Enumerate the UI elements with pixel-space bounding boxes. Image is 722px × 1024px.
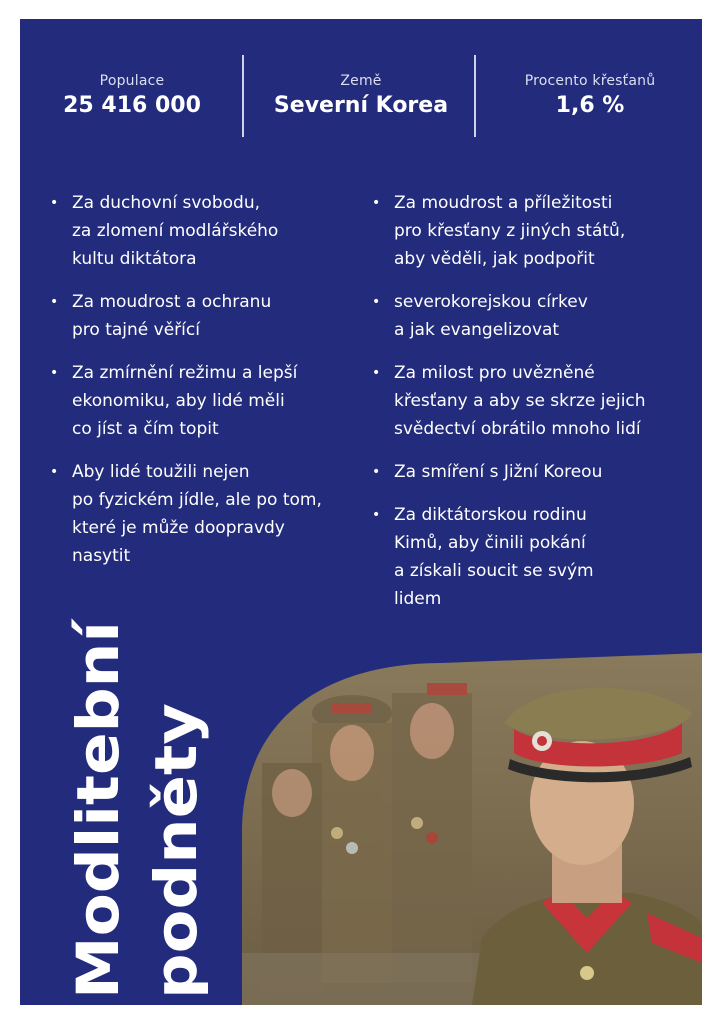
stat-country-value: Severní Korea <box>273 93 449 118</box>
list-item-text: • Za diktátorskou rodinu Kimů, aby činili pokání a získali soucit se svým lidem <box>394 505 594 609</box>
title-line-2: podněty <box>142 729 210 999</box>
prayer-list-right <box>372 189 697 628</box>
list-item-text: • Za milost pro uvězněné křesťany a aby se skrze jejich svědectví obrátilo mnoho lidí <box>394 363 646 439</box>
list-item <box>50 288 350 344</box>
list-item-text: • Za duchovní svobodu, za zlomení modlářského kultu diktátora <box>72 193 279 269</box>
stat-christians-value: 1,6 % <box>555 93 625 118</box>
vertical-title <box>60 609 260 999</box>
list-item <box>372 189 697 273</box>
list-item-text: • severokorejskou církev a jak evangelizovat <box>394 292 588 340</box>
list-item-text: • Za moudrost a ochranu pro tajné věřící <box>72 292 272 340</box>
stat-population-label: Populace <box>99 73 165 89</box>
prayer-list-left <box>50 189 350 585</box>
list-item-text: • Za smíření s Jižní Koreou <box>394 462 603 482</box>
list-item-text: • Za zmírnění režimu a lepší ekonomiku, aby lidé měli co jíst a čím topit <box>72 363 298 439</box>
list-item <box>50 189 350 273</box>
stat-country-label: Země <box>340 73 382 89</box>
title-line-1: Modlitební <box>64 650 132 999</box>
list-item <box>50 458 350 570</box>
list-item <box>50 359 350 443</box>
soldier-photo <box>242 653 702 1005</box>
stat-divider <box>242 55 244 137</box>
stat-population <box>22 55 242 137</box>
stat-country <box>251 55 471 137</box>
list-item-text: • Za moudrost a příležitosti pro křesťany z jiných států, aby věděli, jak podpořit <box>394 193 626 269</box>
list-item <box>372 359 697 443</box>
list-item <box>372 458 697 486</box>
stat-divider <box>474 55 476 137</box>
list-item <box>372 288 697 344</box>
stat-christians <box>480 55 700 137</box>
list-item <box>372 501 697 613</box>
list-item-text: • Aby lidé toužili nejen po fyzickém jídle, ale po tom, které je může doopravdy nasytit <box>72 462 322 566</box>
stats-bar <box>20 55 702 137</box>
stat-population-value: 25 416 000 <box>63 93 201 118</box>
stat-christians-label: Procento křesťanů <box>524 73 656 89</box>
prayer-card <box>20 19 702 1005</box>
